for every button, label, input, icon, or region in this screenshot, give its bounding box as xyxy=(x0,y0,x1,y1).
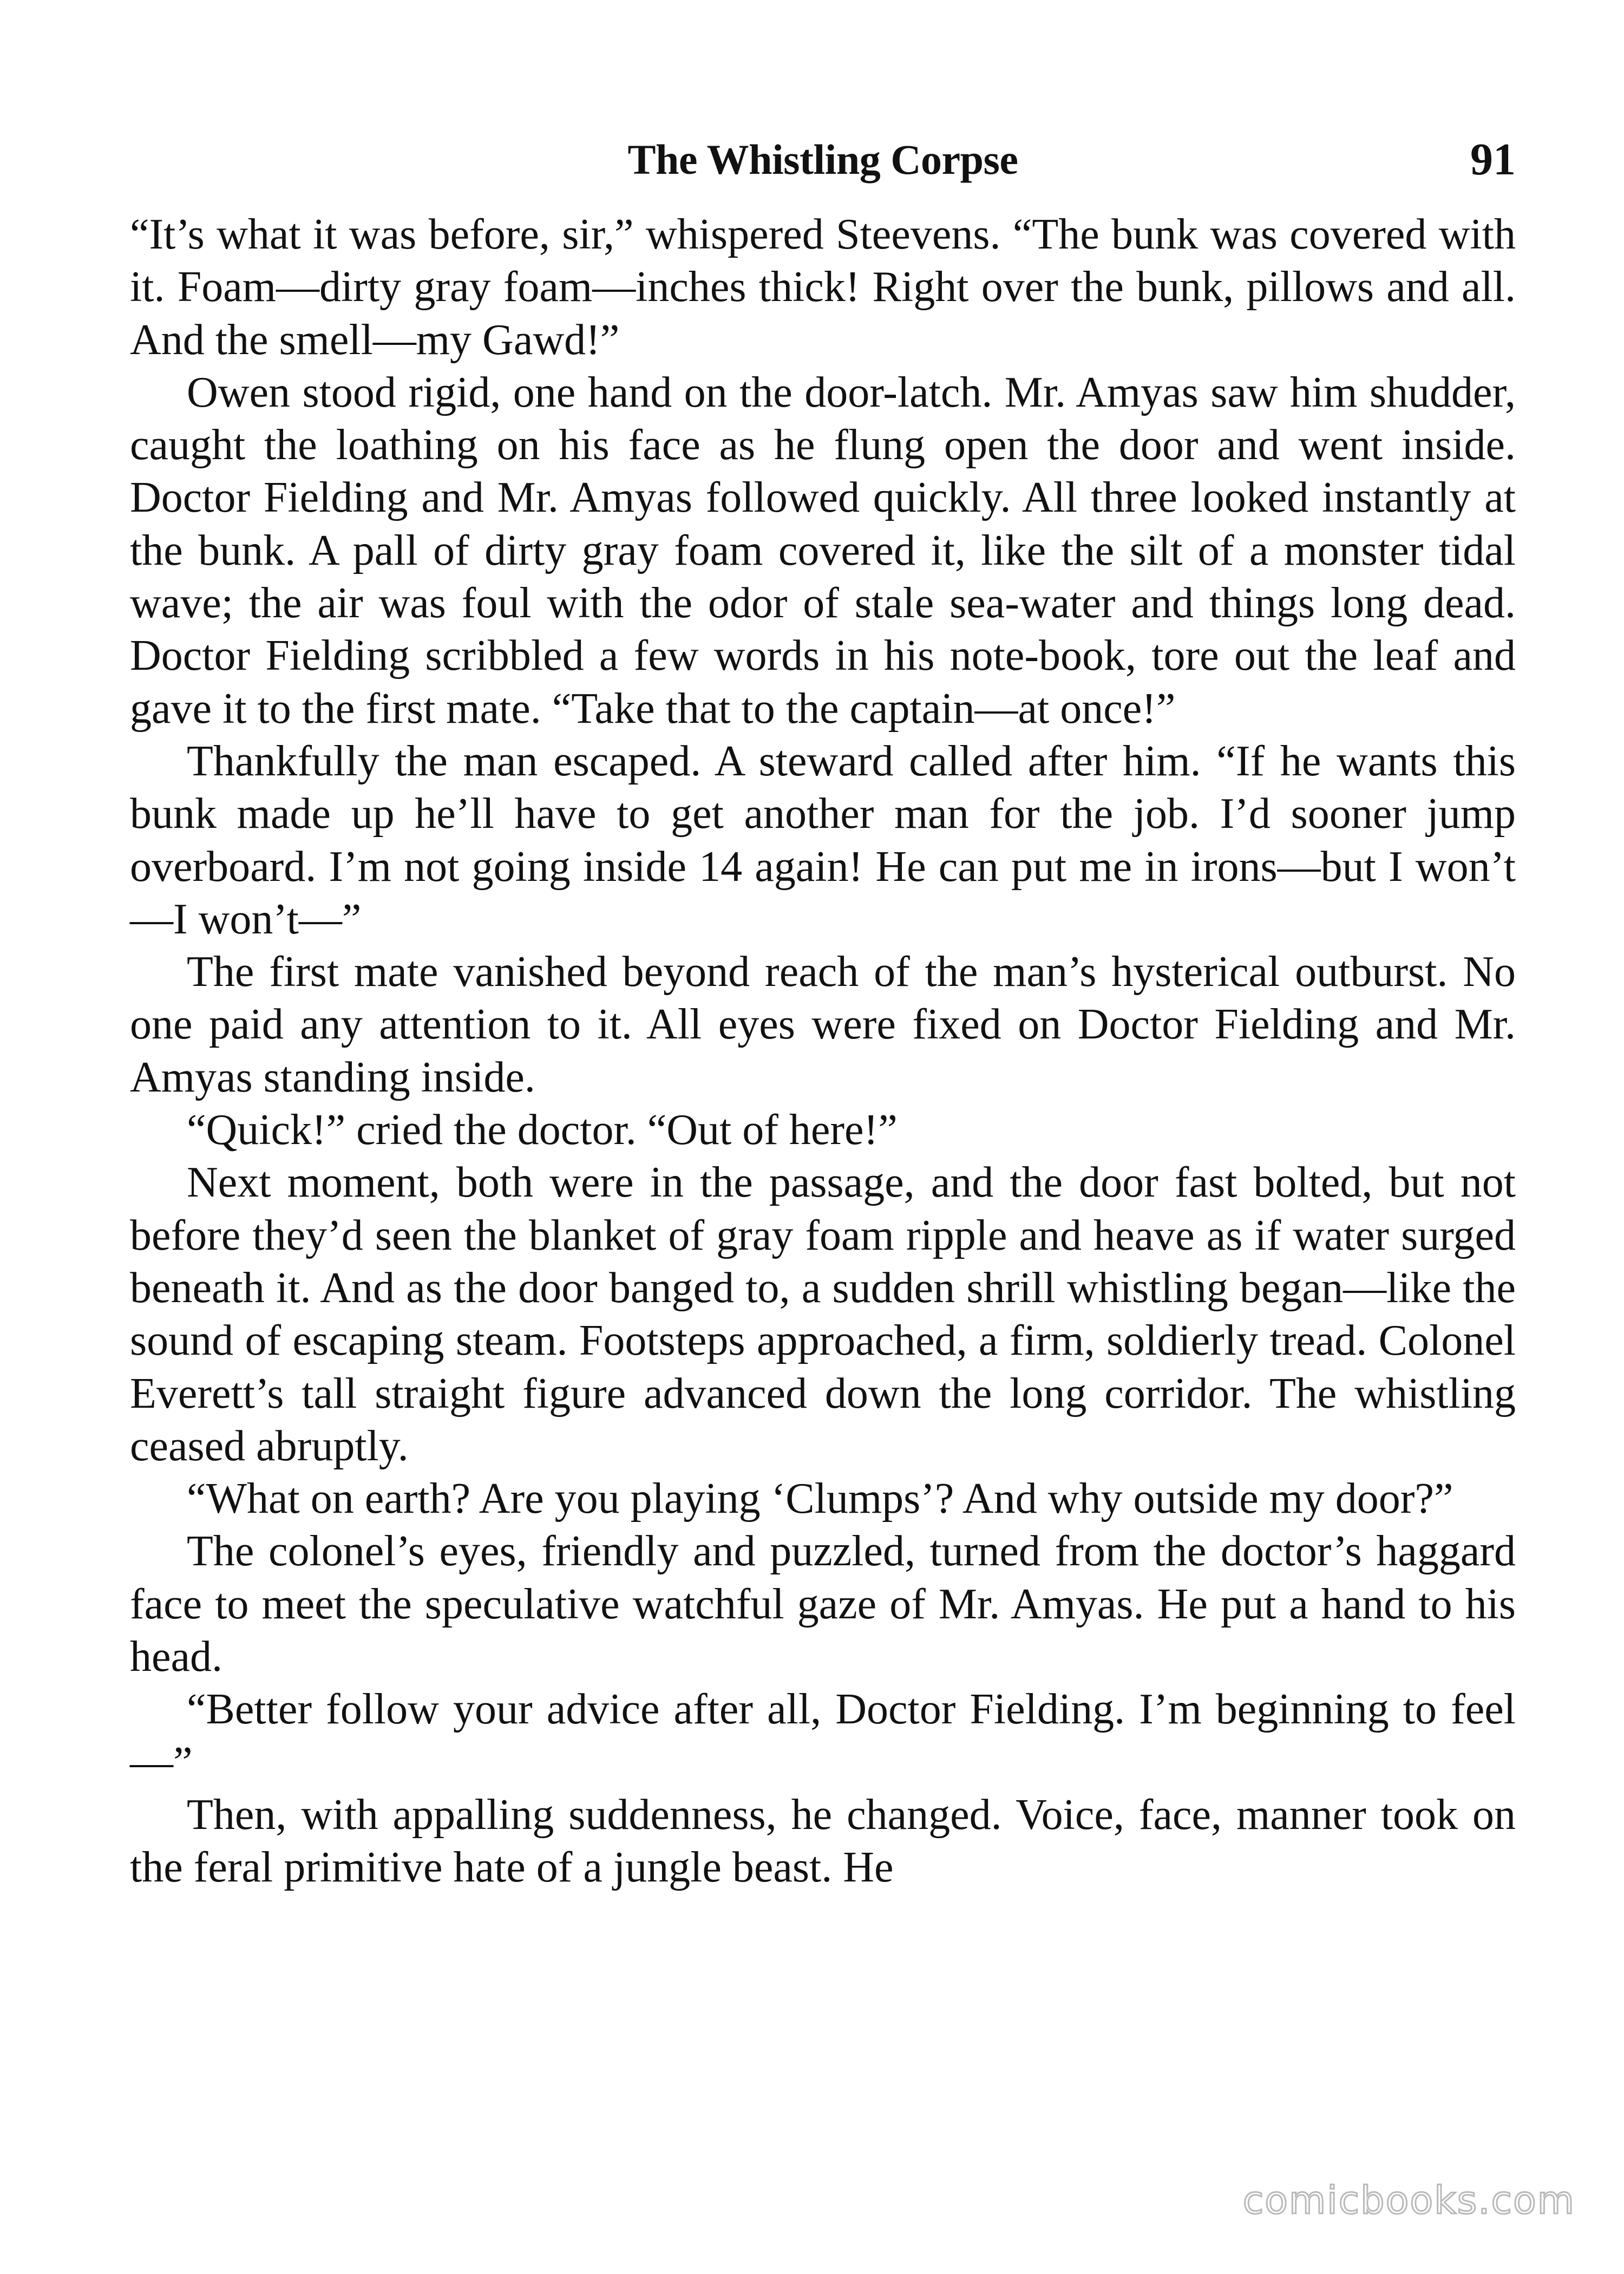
paragraph: Then, with appalling suddenness, he changed. Voice, face, manner took on the feral primitive hate of a jungle beast. He xyxy=(130,1791,1516,1892)
paragraph: “Quick!” cried the doctor. “Out of here!” xyxy=(187,1106,898,1154)
body-text xyxy=(130,208,1516,1894)
paragraph: Owen stood rigid, one hand on the door-latch. Mr. Amyas saw him shudder, caught the loathing on his face as he flung open the door and went inside. Doctor Fielding and Mr. Amyas followed quickly. All three looked instantly at the bunk. A pall of dirty gray foam covered it, like the silt of a monster tidal wave; the air was foul with the odor of stale sea-water and things long dead. Doctor Fielding scribbled a few words in his note-book, tore out the leaf and gave it to the first mate. “Take that to the captain—at once!” xyxy=(130,368,1516,733)
paragraph: The first mate vanished beyond reach of the man’s hysterical outburst. No one paid any attention to it. All eyes were fixed on Doctor Fielding and Mr. Amyas standing inside. xyxy=(130,948,1516,1101)
paragraph: Thankfully the man escaped. A steward called after him. “If he wants this bunk made up he’ll have to get another man for the job. I’d sooner jump overboard. I’m not going inside 14 again! He can put me in irons—but I won’t—I won’t—” xyxy=(130,737,1516,943)
paragraph: The colonel’s eyes, friendly and puzzled, turned from the doctor’s haggard face to meet the speculative watchful gaze of Mr. Amyas. He put a hand to his head. xyxy=(130,1527,1516,1681)
paragraph: “It’s what it was before, sir,” whispered Steevens. “The bunk was covered with it. Foam—dirty gray foam—inches thick! Right over the bunk, pillows and all. And the smell—my Gawd!” xyxy=(130,211,1516,364)
watermark: comicbooks.com xyxy=(1242,2178,1575,2223)
running-title: The Whistling Corpse xyxy=(627,136,1018,183)
paragraph: Next moment, both were in the passage, and the door fast bolted, but not before they’d seen the blanket of gray foam ripple and heave as if water surged beneath it. And as the door banged to, a sudden shrill whistling began—like the sound of escaping steam. Footsteps approached, a firm, soldierly tread. Colonel Everett’s tall straight figure advanced down the long corridor. The whistling ceased abruptly. xyxy=(130,1159,1516,1470)
page-number: 91 xyxy=(1470,134,1516,185)
paragraph: “What on earth? Are you playing ‘Clumps’? And why outside my door?” xyxy=(187,1475,1453,1523)
paragraph: “Better follow your advice after all, Doctor Fielding. I’m beginning to feel—” xyxy=(130,1685,1516,1786)
page-header xyxy=(130,127,1516,192)
